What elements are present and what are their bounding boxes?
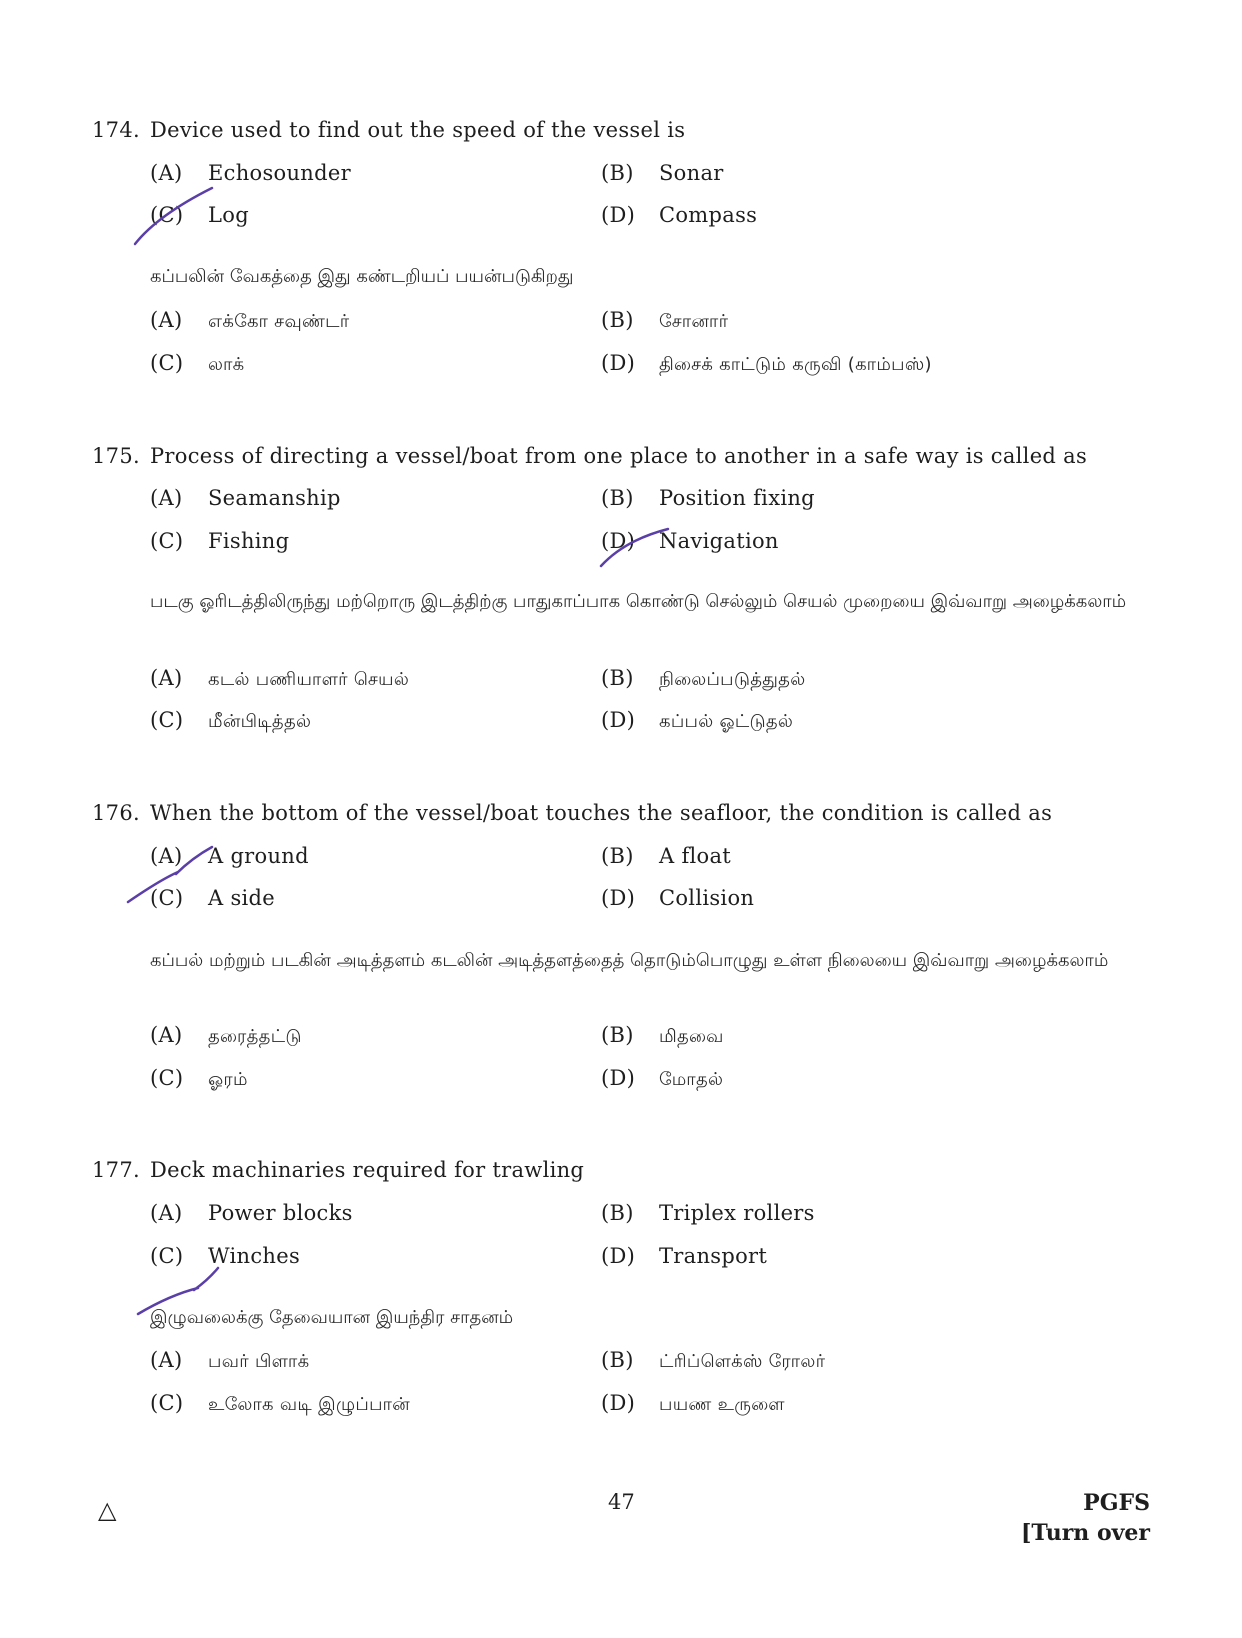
option-text: உலோக வடி இழுப்பான்: [208, 1394, 410, 1415]
option-label: (B): [601, 666, 634, 690]
option-label: (C): [150, 203, 184, 227]
option-label: (B): [601, 844, 634, 868]
option-c: [150, 884, 275, 912]
page-number: 47: [608, 1490, 635, 1514]
tamil-option-b: [601, 1021, 724, 1051]
option-b: [601, 842, 731, 870]
option-label: (B): [601, 308, 634, 332]
option-a: [150, 484, 341, 512]
option-text: ட்ரிப்ளெக்ஸ் ரோலர்: [659, 1351, 826, 1372]
tamil-option-c: [150, 706, 311, 736]
option-d: [601, 1242, 767, 1270]
question-stem: Process of directing a vessel/boat from one place to another in a safe way is called as: [150, 444, 1088, 468]
option-c: [150, 527, 289, 555]
option-label: (D): [601, 1391, 636, 1415]
option-text: Collision: [659, 886, 755, 910]
option-label: (A): [150, 486, 183, 510]
option-text: மோதல்: [659, 1069, 724, 1090]
option-label: (C): [150, 529, 184, 553]
option-text: A side: [208, 886, 276, 910]
option-text: Compass: [659, 203, 758, 227]
option-label: (A): [150, 308, 183, 332]
tamil-option-d: [601, 1389, 785, 1419]
triangle-icon: △: [98, 1496, 117, 1524]
option-d: [601, 201, 757, 229]
option-text: Sonar: [659, 161, 724, 185]
option-text: நிலைப்படுத்துதல்: [659, 669, 806, 690]
paper-code: PGFS: [1083, 1490, 1150, 1516]
option-text: லாக்: [208, 354, 245, 375]
option-text: தரைத்தட்டு: [208, 1026, 302, 1047]
tamil-option-d: [601, 1064, 723, 1094]
option-label: (C): [150, 1244, 184, 1268]
option-text: எக்கோ சவுண்டர்: [208, 311, 350, 332]
option-text: மீன்பிடித்தல்: [208, 711, 312, 732]
option-label: (A): [150, 844, 183, 868]
option-label: (D): [601, 351, 636, 375]
option-text: Echosounder: [208, 161, 351, 185]
option-label: (B): [601, 1023, 634, 1047]
tamil-question-text: கப்பலின் வேகத்தை இது கண்டறியப் பயன்படுகிறது: [150, 266, 574, 287]
tamil-option-d: [601, 706, 793, 736]
tamil-option-b: [601, 306, 728, 336]
option-text: கப்பல் ஓட்டுதல்: [659, 711, 794, 732]
option-label: (D): [601, 1244, 636, 1268]
option-c: [150, 1242, 300, 1270]
question-text: [92, 442, 1152, 470]
option-text: ஓரம்: [208, 1069, 248, 1090]
question-text: [92, 1156, 1152, 1184]
option-label: (A): [150, 161, 183, 185]
option-label: (A): [150, 1348, 183, 1372]
option-text: கடல் பணியாளர் செயல்: [208, 669, 410, 690]
question-stem: Device used to find out the speed of the vessel is: [150, 118, 686, 142]
option-label: (B): [601, 1348, 634, 1372]
option-b: [601, 159, 724, 187]
option-label: (C): [150, 1066, 184, 1090]
tamil-option-c: [150, 349, 244, 379]
tamil-option-b: [601, 664, 805, 694]
option-a: [150, 1199, 353, 1227]
option-text: பயண உருளை: [659, 1394, 785, 1415]
question-text: [92, 799, 1152, 827]
tamil-option-c: [150, 1389, 410, 1419]
option-text: Fishing: [208, 529, 290, 553]
turn-over-note: [Turn over: [1020, 1520, 1150, 1546]
option-label: (C): [150, 1391, 184, 1415]
tamil-option-d: [601, 349, 932, 379]
option-label: (D): [601, 1066, 636, 1090]
option-text: Triplex rollers: [659, 1201, 815, 1225]
tamil-option-a: [150, 1346, 309, 1376]
option-text: Transport: [659, 1244, 768, 1268]
option-a: [150, 159, 351, 187]
tamil-question-text: படகு ஓரிடத்திலிருந்து மற்றொரு இடத்திற்கு பாதுகாப்பாக கொண்டு செல்லும் செயல் முறையை இவ்வாறு அழைக்கலாம்: [150, 591, 1127, 612]
option-label: (D): [601, 203, 636, 227]
option-label: (C): [150, 708, 184, 732]
option-label: (B): [601, 161, 634, 185]
option-label: (D): [601, 886, 636, 910]
tamil-question-text: கப்பல் மற்றும் படகின் அடித்தளம் கடலின் அடித்தளத்தைத் தொடும்பொழுது உள்ள நிலையை இவ்வாறு அழைக்கலாம்: [150, 950, 1109, 971]
option-text: சோனார்: [659, 311, 729, 332]
tamil-option-a: [150, 664, 409, 694]
option-text: Winches: [208, 1244, 301, 1268]
option-d: [601, 884, 754, 912]
option-label: (B): [601, 486, 634, 510]
option-label: (A): [150, 1023, 183, 1047]
option-text: Position fixing: [659, 486, 815, 510]
tamil-option-a: [150, 1021, 302, 1051]
option-label: (C): [150, 351, 184, 375]
option-label: (C): [150, 886, 184, 910]
option-label: (D): [601, 529, 636, 553]
option-text: Power blocks: [208, 1201, 353, 1225]
option-label: (A): [150, 1201, 183, 1225]
option-b: [601, 1199, 815, 1227]
tamil-option-b: [601, 1346, 825, 1376]
option-text: Seamanship: [208, 486, 341, 510]
option-label: (B): [601, 1201, 634, 1225]
question-stem: When the bottom of the vessel/boat touches the seafloor, the condition is called as: [150, 801, 1053, 825]
option-text: மிதவை: [659, 1026, 724, 1047]
question-stem: Deck machinaries required for trawling: [150, 1158, 585, 1182]
option-text: A ground: [208, 844, 309, 868]
question-number: 176.: [92, 801, 140, 825]
question-text: [92, 116, 1152, 144]
option-label: (A): [150, 666, 183, 690]
option-c: [150, 201, 249, 229]
option-text: திசைக் காட்டும் கருவி (காம்பஸ்): [659, 354, 932, 375]
option-text: பவர் பிளாக்: [208, 1351, 310, 1372]
option-a: [150, 842, 309, 870]
option-b: [601, 484, 815, 512]
tamil-question-text: இழுவலைக்கு தேவையான இயந்திர சாதனம்: [150, 1307, 514, 1328]
tamil-option-a: [150, 306, 350, 336]
option-text: Navigation: [659, 529, 779, 553]
question-number: 177.: [92, 1158, 140, 1182]
option-text: A float: [659, 844, 732, 868]
option-label: (D): [601, 708, 636, 732]
tamil-option-c: [150, 1064, 248, 1094]
question-number: 175.: [92, 444, 140, 468]
question-number: 174.: [92, 118, 140, 142]
option-text: Log: [208, 203, 249, 227]
option-d: [601, 527, 779, 555]
